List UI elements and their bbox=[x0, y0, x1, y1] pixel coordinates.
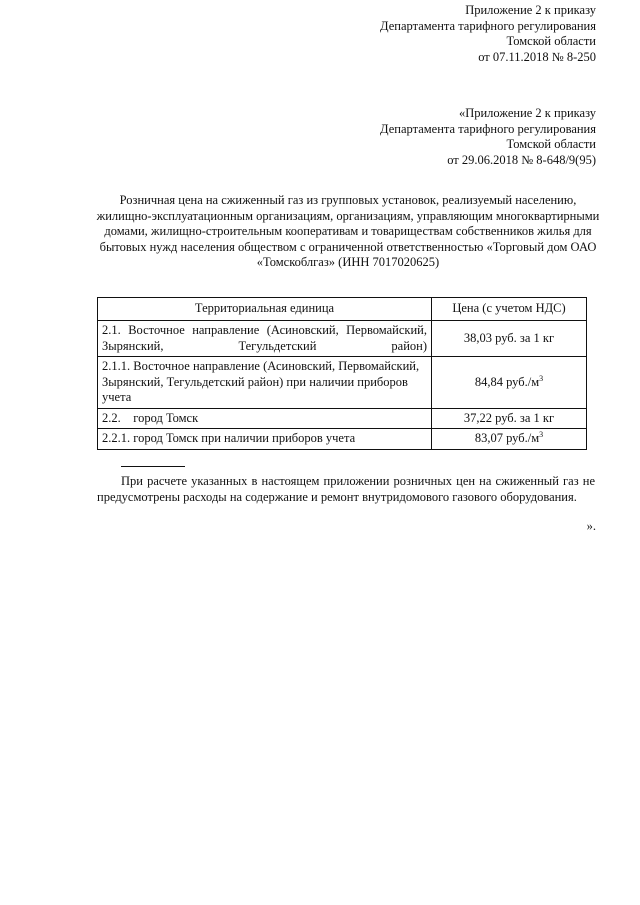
column-header-price: Цена (с учетом НДС) bbox=[432, 298, 587, 321]
price-cell bbox=[432, 429, 587, 450]
footnote-separator bbox=[121, 466, 185, 467]
territorial-unit-cell: 2.2.1. город Томск при наличии приборов учета bbox=[98, 429, 432, 450]
column-header-unit: Территориальная единица bbox=[98, 298, 432, 321]
table-row bbox=[98, 429, 587, 450]
price-value: 37,22 руб. за 1 кг bbox=[463, 410, 555, 425]
order-header-previous bbox=[380, 106, 596, 168]
table-row bbox=[98, 357, 587, 409]
header-line: Томской области bbox=[506, 137, 596, 151]
price-unit-superscript: 3 bbox=[539, 429, 544, 439]
header-line: от 07.11.2018 № 8-250 bbox=[478, 49, 596, 64]
header-line: Департамента тарифного регулирования bbox=[380, 121, 596, 136]
footnote-text: При расчете указанных в настоящем приложении розничных цен на сжиженный газ не предусмотрены расходы на содержание и ремонт внутридомового газового оборудования. bbox=[97, 474, 595, 504]
closing-quote: ». bbox=[586, 519, 596, 533]
price-table bbox=[97, 297, 587, 450]
price-cell bbox=[432, 321, 587, 357]
price-cell bbox=[432, 408, 587, 429]
order-header-current bbox=[380, 3, 596, 65]
price-value: 84,84 руб./м bbox=[474, 374, 540, 389]
price-value: 83,07 руб./м bbox=[474, 431, 540, 445]
territorial-unit-cell: 2.1.1. Восточное направление (Асиновский, Первомайский, Зырянский, Тегульдетский район) при наличии приборов учета bbox=[98, 357, 432, 409]
document-title: Розничная цена на сжиженный газ из групповых установок, реализуемый населению, жилищно-эксплуатационным организациям, организациям, управляющим многоквартирными домами, жилищно-строительным кооперативам и товариществам собственников жилья для бытовых нужд населения обществом с ограниченной ответственностью «Торговый дом ОАО «Томскоблгаз» (ИНН 7017020625) bbox=[96, 193, 600, 269]
price-cell bbox=[432, 357, 587, 409]
table-header-row bbox=[98, 298, 587, 321]
header-line: Департамента тарифного регулирования bbox=[380, 18, 596, 33]
table-row bbox=[98, 321, 587, 357]
price-value: 38,03 руб. за 1 кг bbox=[463, 330, 555, 345]
price-unit-superscript: 3 bbox=[539, 373, 544, 383]
territorial-unit-cell: 2.2. город Томск bbox=[98, 408, 432, 429]
header-line: от 29.06.2018 № 8-648/9(95) bbox=[447, 152, 596, 167]
header-line: Томской области bbox=[506, 34, 596, 48]
table-row bbox=[98, 408, 587, 429]
territorial-unit-cell: 2.1. Восточное направление (Асиновский, Первомайский, Зырянский, Тегульдетский район) bbox=[98, 321, 432, 357]
header-line: «Приложение 2 к приказу bbox=[458, 106, 596, 120]
header-line: Приложение 2 к приказу bbox=[465, 3, 596, 17]
